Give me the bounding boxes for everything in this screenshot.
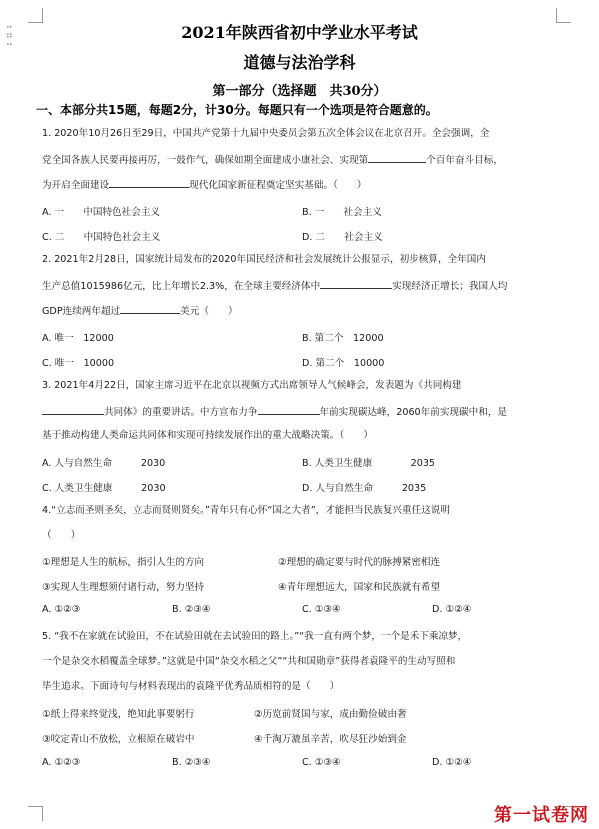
q4-line-2: （ ） xyxy=(42,530,81,541)
q2-option-b[interactable]: B. 第二个 12000 xyxy=(302,333,384,344)
q2-line-2 xyxy=(42,279,507,293)
q3-line-3: 基于推动构建人类命运共同体和实现可持续发展作出的重大战略决策。（ ） xyxy=(42,430,373,441)
q4-option-d[interactable]: D. ①②④ xyxy=(432,604,472,615)
exam-title: 2021年陕西省初中学业水平考试 xyxy=(181,23,418,42)
answer-blank xyxy=(42,405,104,415)
q3-line-2 xyxy=(42,405,507,419)
q5-line-3: 毕生追求。下面诗句与材料表现出的袁隆平优秀品质相符的是（ ） xyxy=(42,681,340,692)
answer-blank xyxy=(320,279,392,289)
q4-statement-3: ③实现人生理想须付诸行动，努力坚持 xyxy=(42,582,205,593)
q3-option-a[interactable]: A. 人与自然生命 2030 xyxy=(42,458,166,469)
q2-option-c[interactable]: C. 唯一 10000 xyxy=(42,358,115,369)
q3-option-d[interactable]: D. 人与自然生命 2035 xyxy=(302,483,427,494)
q1-option-d[interactable]: D. 二 社会主义 xyxy=(302,232,383,243)
q2-text: 美元（ ） xyxy=(180,306,238,317)
q4-option-b[interactable]: B. ②③④ xyxy=(172,604,211,615)
q5-line-1: 5. “我不在家就在试验田，不在试验田就在去试验田的路上。”“我一直有两个梦，一个是禾下乘凉梦， xyxy=(42,631,468,642)
q1-option-a[interactable]: A. 一 中国特色社会主义 xyxy=(42,207,161,218)
q3-option-b[interactable]: B. 人类卫生健康 2035 xyxy=(302,458,436,469)
site-watermark-logo: 第一试卷网 xyxy=(494,805,589,826)
q5-statement-1: ①纸上得来终觉浅，绝知此事要躬行 xyxy=(42,709,195,720)
q5-option-c[interactable]: C. ①③④ xyxy=(302,757,341,768)
q1-option-b[interactable]: B. 一 社会主义 xyxy=(302,207,382,218)
q1-text: 党全国各族人民要再接再厉，一鼓作气，确保如期全面建成小康社会、实现第 xyxy=(42,155,369,166)
q5-option-b[interactable]: B. ②③④ xyxy=(172,757,211,768)
q5-statement-2: ②历览前贤国与家，成由勤俭破由奢 xyxy=(254,709,407,720)
q4-option-a[interactable]: A. ①②③ xyxy=(42,604,81,615)
q1-text: 个百年奋斗目标， xyxy=(426,155,503,166)
q1-text: 现代化国家新征程奠定坚实基础。（ ） xyxy=(189,180,367,191)
answer-blank xyxy=(258,405,320,415)
q3-option-c[interactable]: C. 人类卫生健康 2030 xyxy=(42,483,166,494)
q4-statement-1: ①理想是人生的航标，指引人生的方向 xyxy=(42,557,205,568)
q1-line-1: 1. 2020年10月26日至29日，中国共产党第十九届中央委员会第五次全体会议在北京召开。全会强调，全 xyxy=(42,128,490,139)
q4-option-c[interactable]: C. ①③④ xyxy=(302,604,341,615)
q1-text: 为开启全面建设 xyxy=(42,180,110,191)
q2-text: 生产总值1015986亿元，比上年增长2.3%，在全球主要经济体中 xyxy=(42,281,321,292)
q4-statement-2: ②理想的确定要与时代的脉搏紧密相连 xyxy=(278,557,441,568)
section-instruction: 一、本部分共15题，每题2分，计30分。每题只有一个选项是符合题意的。 xyxy=(36,103,438,117)
q1-line-2 xyxy=(42,153,503,167)
q3-line-1: 3. 2021年4月22日，国家主席习近平在北京以视频方式出席领导人气候峰会，发表题为《共同构建 xyxy=(42,380,462,391)
q4-statement-4: ④青年理想远大，国家和民族就有希望 xyxy=(278,582,441,593)
q3-text: 共同体》的重要讲话。中方宣布力争 xyxy=(104,407,258,418)
q2-text: 实现经济正增长；我国人均 xyxy=(392,281,508,292)
subject-title: 道德与法治学科 xyxy=(243,53,356,72)
q4-line-1: 4.“立志而圣则圣矣，立志而贤则贤矣。”青年只有心怀“国之大者”，才能担当民族复兴重任这说明 xyxy=(42,505,450,516)
answer-blank xyxy=(368,153,426,163)
q2-line-3 xyxy=(42,304,238,318)
answer-blank xyxy=(120,304,180,314)
q1-line-3 xyxy=(42,178,367,192)
q2-line-1: 2. 2021年2月28日，国家统计局发布的2020年国民经济和社会发展统计公报显示，初步核算，全年国内 xyxy=(42,254,486,265)
q2-option-a[interactable]: A. 唯一 12000 xyxy=(42,333,114,344)
q5-line-2: 一个是杂交水稻覆盖全球梦。”这就是中国“杂交水稻之父”“共和国勋章”获得者袁隆平的生动写照和 xyxy=(42,656,456,667)
crop-mark-bottom-left xyxy=(28,806,43,821)
q3-text: 年前实现碳达峰，2060年前实现碳中和，是 xyxy=(319,407,508,418)
q1-option-c[interactable]: C. 二 中国特色社会主义 xyxy=(42,232,161,243)
q5-option-a[interactable]: A. ①②③ xyxy=(42,757,81,768)
q2-text: GDP连续两年超过 xyxy=(42,306,121,317)
q5-option-d[interactable]: D. ①②④ xyxy=(432,757,472,768)
q2-option-d[interactable]: D. 第二个 10000 xyxy=(302,358,385,369)
q5-statement-4: ④千淘万漉虽辛苦，吹尽狂沙始到金 xyxy=(254,734,407,745)
q5-statement-3: ③咬定青山不放松，立根原在破岩中 xyxy=(42,734,195,745)
drag-handle-icon[interactable]: ⁚⁚ ⁚⁚ xyxy=(6,24,12,48)
part-title: 第一部分（选择题 共30分） xyxy=(212,84,387,99)
answer-blank xyxy=(109,178,189,188)
